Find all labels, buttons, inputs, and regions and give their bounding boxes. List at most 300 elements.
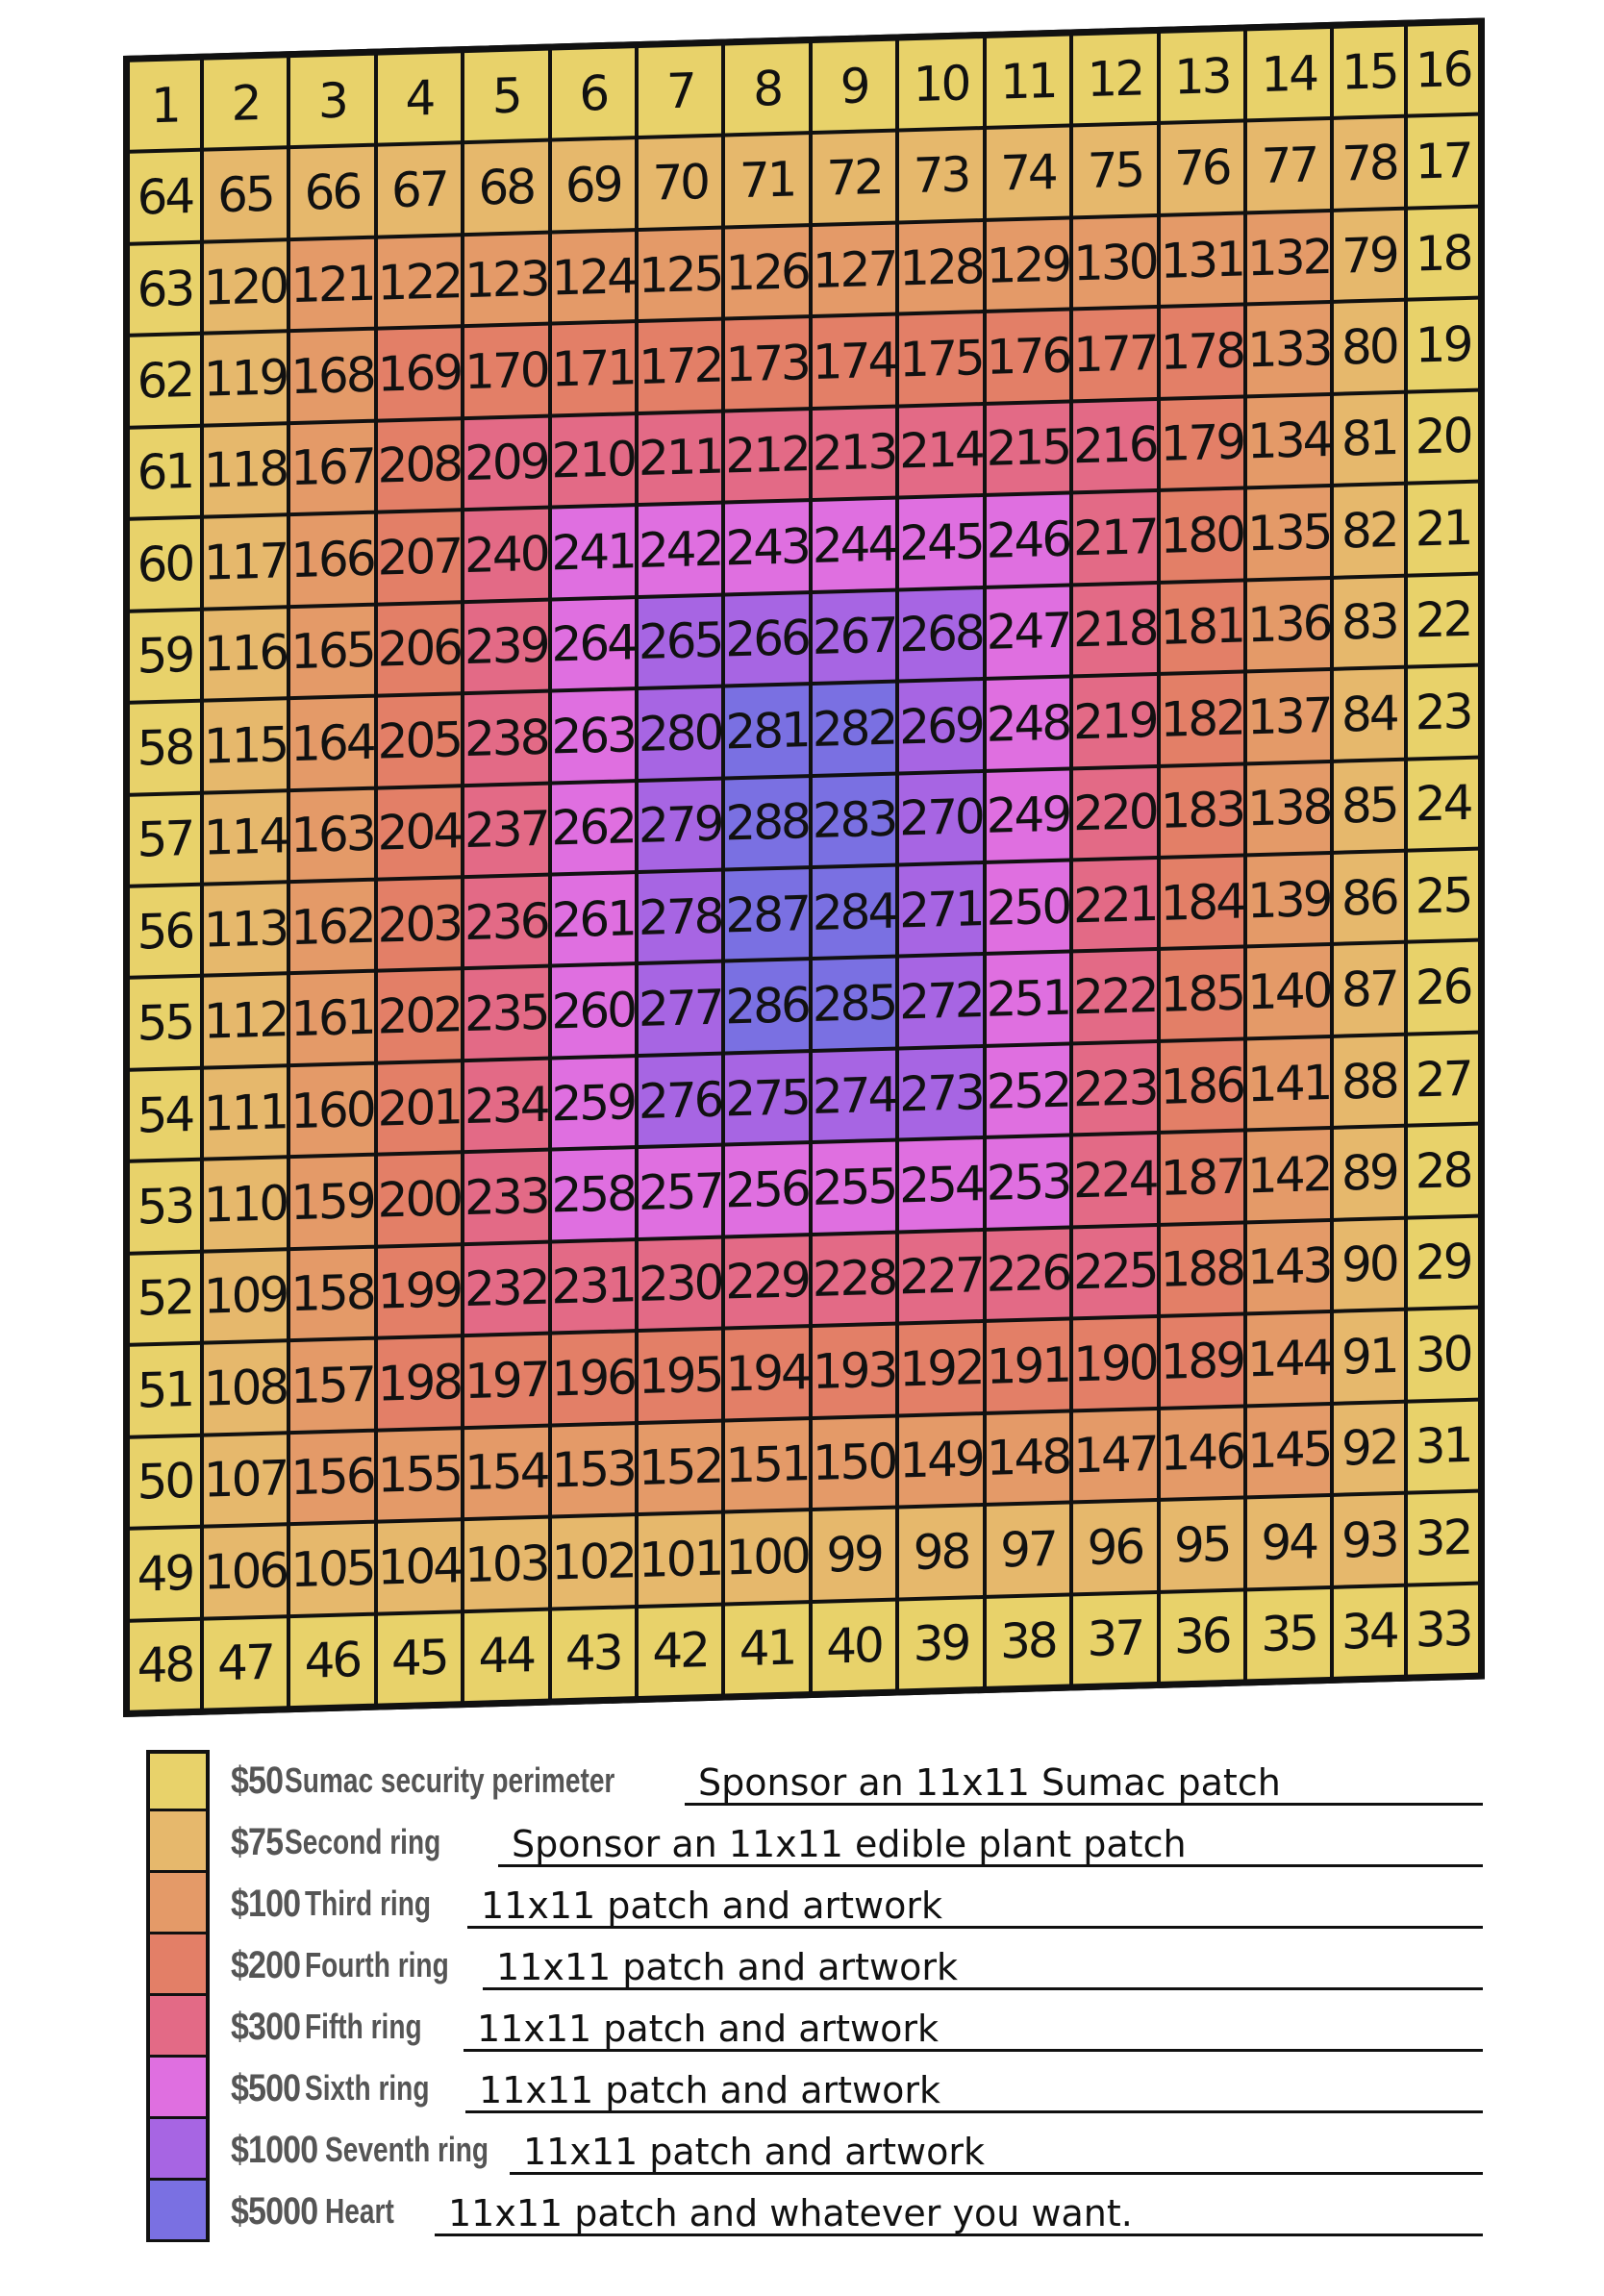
grid-cell: 79 [1334,211,1404,300]
grid-cell: 175 [899,313,982,404]
grid-cell: 103 [464,1519,547,1610]
grid-cell: 52 [130,1254,200,1343]
grid-cell: 55 [130,978,200,1067]
grid-cell: 39 [899,1599,982,1689]
grid-cell: 248 [987,679,1069,769]
grid-cell: 26 [1408,942,1478,1032]
grid-cell: 85 [1334,761,1404,850]
grid-cell: 113 [204,884,287,974]
grid-cell: 261 [552,874,635,964]
grid-cell: 75 [1073,125,1156,215]
grid-cell: 165 [290,606,373,696]
grid-cell: 50 [130,1436,200,1526]
grid-cell: 117 [204,516,287,607]
grid-cell: 139 [1247,855,1330,945]
grid-cell: 83 [1334,577,1404,666]
grid-cell: 51 [130,1345,200,1435]
grid-cell: 149 [899,1415,982,1506]
grid-cell: 210 [552,415,635,506]
grid-cell: 274 [813,1050,895,1140]
grid-cell: 49 [130,1529,200,1618]
grid-cell: 74 [987,128,1069,218]
grid-cell: 288 [725,778,808,868]
grid-cell: 166 [290,514,373,605]
grid-cell: 260 [552,966,635,1057]
grid-cell: 115 [204,700,287,790]
grid-cell: 147 [1073,1410,1156,1501]
grid-cell: 193 [813,1326,895,1416]
grid-cell: 183 [1161,765,1243,856]
grid-cell: 111 [204,1067,287,1158]
grid-cell: 196 [552,1333,635,1423]
grid-cell: 5 [464,51,547,141]
grid-cell: 157 [290,1340,373,1431]
grid-cell: 259 [552,1058,635,1148]
grid-cell: 181 [1161,582,1243,672]
legend-name: Seventh ring [325,2130,489,2169]
grid-cell: 153 [552,1425,635,1515]
grid-cell: 223 [1073,1043,1156,1134]
grid-cell: 163 [290,789,373,880]
grid-cell: 31 [1408,1401,1478,1490]
grid-cell: 231 [552,1241,635,1332]
grid-cell: 202 [378,971,461,1061]
legend-price: $500 [231,2066,301,2109]
grid-cell: 101 [639,1514,721,1605]
grid-cell: 233 [464,1152,547,1242]
grid-cell: 90 [1334,1220,1404,1310]
grid-cell: 188 [1161,1224,1243,1314]
grid-cell: 19 [1408,300,1478,389]
grid-cell: 42 [639,1606,721,1696]
grid-cell: 168 [290,331,373,421]
grid-cell: 57 [130,794,200,884]
grid-cell: 145 [1247,1406,1330,1496]
grid-cell: 229 [725,1236,808,1327]
grid-cell: 72 [813,133,895,223]
grid-cell: 73 [899,130,982,220]
grid-cell: 213 [813,408,895,498]
grid-cell: 100 [725,1511,808,1602]
grid-cell: 28 [1408,1126,1478,1215]
legend-note: Sponsor an 11x11 Sumac patch [685,1764,1483,1806]
grid-cell: 148 [987,1412,1069,1503]
grid-cell: 123 [464,235,547,325]
legend-row-ring3 [146,1873,1483,1934]
grid-cell: 34 [1334,1586,1404,1676]
legend-row-ring5 [146,1996,1483,2058]
grid-cell: 256 [725,1144,808,1235]
legend-price: $50 [231,1759,284,1802]
grid-cell: 105 [290,1524,373,1614]
grid-cell: 177 [1073,309,1156,399]
grid-cell: 56 [130,886,200,976]
grid-cell: 131 [1161,214,1243,305]
grid-cell: 77 [1247,120,1330,211]
grid-cell: 218 [1073,585,1156,675]
grid-cell: 270 [899,773,982,863]
legend-row-ring2 [146,1811,1483,1873]
legend-swatch [146,2058,210,2119]
grid-cell: 94 [1247,1497,1330,1587]
legend-price: $300 [231,2005,301,2048]
grid-cell: 280 [639,688,721,779]
grid-cell: 182 [1161,674,1243,764]
grid-cell: 235 [464,968,547,1059]
grid-cell: 69 [552,140,635,231]
grid-cell: 170 [464,326,547,416]
grid-cell: 249 [987,770,1069,861]
grid-cell: 258 [552,1149,635,1239]
grid-cell: 98 [899,1507,982,1597]
legend-row-ring7 [146,2119,1483,2181]
legend-name: Fourth ring [304,1945,449,1984]
grid-cell: 189 [1161,1316,1243,1407]
legend-note: 11x11 patch and artwork [465,2072,1483,2113]
grid-cell: 221 [1073,860,1156,950]
plot-grid [123,17,1485,1717]
grid-cell: 35 [1247,1588,1330,1679]
grid-cell: 142 [1247,1130,1330,1220]
grid-cell: 3 [290,56,373,146]
grid-cell: 78 [1334,118,1404,208]
legend-row-ring1 [146,1750,1483,1811]
grid-cell: 197 [464,1335,547,1426]
grid-cell: 272 [899,956,982,1046]
legend-swatch [146,1811,210,1873]
grid-cell: 190 [1073,1318,1156,1409]
grid-cell: 63 [130,244,200,334]
grid-cell: 242 [639,505,721,595]
grid-cell: 76 [1161,123,1243,213]
grid-cell: 230 [639,1238,721,1329]
grid-cell: 243 [725,502,808,592]
grid-cell: 70 [639,137,721,228]
grid-cell: 204 [378,787,461,878]
grid-cell: 187 [1161,1133,1243,1223]
grid-cell: 125 [639,229,721,319]
grid-cell: 173 [725,318,808,409]
legend-row-heart [146,2181,1483,2242]
grid-cell: 13 [1161,31,1243,121]
grid-cell: 250 [987,861,1069,952]
grid-cell: 93 [1334,1495,1404,1585]
grid-cell: 160 [290,1065,373,1156]
grid-cell: 244 [813,500,895,590]
grid-cell: 14 [1247,29,1330,119]
grid-cell: 268 [899,589,982,680]
grid-cell: 4 [378,53,461,143]
grid-cell: 61 [130,428,200,517]
grid-cell: 58 [130,703,200,792]
grid-cell: 158 [290,1248,373,1338]
grid-cell: 87 [1334,944,1404,1034]
grid-cell: 27 [1408,1035,1478,1124]
grid-cell: 40 [813,1601,895,1691]
grid-cell: 161 [290,973,373,1063]
grid-cell: 132 [1247,212,1330,303]
grid-cell: 130 [1073,217,1156,308]
grid-cell: 110 [204,1160,287,1250]
grid-cell: 238 [464,693,547,784]
legend-price: $1000 [231,2128,318,2171]
grid-cell: 48 [130,1620,200,1710]
grid-cell: 18 [1408,209,1478,298]
grid-cell: 53 [130,1161,200,1251]
grid-cell: 24 [1408,759,1478,848]
legend-swatch [146,1873,210,1934]
grid-cell: 228 [813,1234,895,1324]
grid-cell: 124 [552,232,635,322]
grid-cell: 225 [1073,1227,1156,1317]
legend-note: 11x11 patch and artwork [483,1949,1483,1990]
grid-cell: 89 [1334,1128,1404,1217]
legend-note: 11x11 patch and whatever you want. [435,2195,1483,2236]
grid-cell: 59 [130,611,200,700]
grid-cell: 91 [1334,1311,1404,1401]
grid-cell: 209 [464,417,547,508]
legend-name: Third ring [304,1884,432,1923]
grid-cell: 17 [1408,116,1478,206]
grid-cell: 262 [552,783,635,873]
grid-cell: 141 [1247,1038,1330,1129]
grid-cell: 82 [1334,486,1404,575]
grid-cell: 7 [639,46,721,137]
grid-cell: 9 [813,41,895,132]
grid-cell: 199 [378,1246,461,1336]
grid-cell: 185 [1161,949,1243,1039]
grid-cell: 140 [1247,946,1330,1036]
grid-cell: 97 [987,1505,1069,1595]
grid-cell: 203 [378,879,461,969]
grid-cell: 119 [204,334,287,424]
grid-cell: 171 [552,323,635,413]
grid-cell: 169 [378,329,461,419]
grid-cell: 1 [130,61,200,150]
grid-cell: 286 [725,961,808,1052]
grid-cell: 10 [899,38,982,129]
grid-cell: 20 [1408,391,1478,481]
grid-cell: 211 [639,412,721,503]
grid-cell: 16 [1408,25,1478,114]
grid-cell: 30 [1408,1310,1478,1399]
grid-cell: 66 [290,147,373,237]
legend-note: 11x11 patch and artwork [464,2010,1483,2052]
legend-note: Sponsor an 11x11 edible plant patch [498,1826,1483,1867]
grid-cell: 240 [464,510,547,600]
grid-cell: 253 [987,1137,1069,1228]
legend-name: Fifth ring [304,2007,422,2046]
grid-cell: 6 [552,48,635,138]
grid-cell: 198 [378,1337,461,1428]
grid-cell: 38 [987,1596,1069,1686]
grid-cell: 282 [813,684,895,774]
grid-cell: 155 [378,1430,461,1520]
grid-cell: 208 [378,420,461,511]
grid-cell: 271 [899,864,982,955]
grid-cell: 15 [1334,27,1404,116]
grid-cell: 167 [290,422,373,512]
grid-cell: 146 [1161,1408,1243,1498]
legend-name: Sixth ring [304,2068,430,2108]
legend-swatch [146,1996,210,2058]
grid-cell: 84 [1334,669,1404,759]
grid-cell: 109 [204,1251,287,1341]
grid-cell: 22 [1408,575,1478,664]
grid-cell: 156 [290,1432,373,1522]
grid-cell: 137 [1247,671,1330,761]
grid-cell: 138 [1247,762,1330,853]
grid-cell: 11 [987,37,1069,127]
legend-price: $5000 [231,2189,318,2233]
grid-cell: 174 [813,316,895,407]
legend-row-ring6 [146,2058,1483,2119]
grid-cell: 278 [639,872,721,962]
legend-price: $200 [231,1943,301,1986]
grid-cell: 246 [987,495,1069,586]
grid-cell: 99 [813,1510,895,1600]
grid-cell: 285 [813,959,895,1049]
grid-cell: 134 [1247,396,1330,487]
grid-cell: 102 [552,1516,635,1607]
grid-cell: 104 [378,1521,461,1611]
grid-cell: 32 [1408,1493,1478,1583]
legend-name: Sumac security perimeter [284,1760,615,1800]
legend-price: $75 [231,1820,284,1863]
grid-cell: 277 [639,963,721,1054]
grid-cell: 60 [130,519,200,609]
grid-cell: 12 [1073,34,1156,124]
grid-cell: 68 [464,142,547,233]
grid-cell: 152 [639,1422,721,1512]
grid-cell: 126 [725,227,808,317]
grid-cell: 241 [552,507,635,597]
grid-cell: 192 [899,1323,982,1413]
grid-cell: 224 [1073,1135,1156,1225]
grid-cell: 215 [987,403,1069,493]
grid-cell: 88 [1334,1036,1404,1126]
grid-cell: 195 [639,1331,721,1421]
grid-cell: 275 [725,1053,808,1143]
grid-cell: 133 [1247,304,1330,394]
grid-cell: 23 [1408,667,1478,757]
grid-cell: 284 [813,867,895,958]
legend-note: 11x11 patch and artwork [467,1887,1483,1929]
grid-cell: 92 [1334,1403,1404,1492]
grid-cell: 159 [290,1157,373,1247]
grid-cell: 154 [464,1427,547,1517]
grid-cell: 281 [725,686,808,776]
grid-cell: 96 [1073,1502,1156,1592]
grid-cell: 144 [1247,1313,1330,1404]
grid-cell: 227 [899,1232,982,1322]
grid-cell: 191 [987,1321,1069,1411]
grid-cell: 164 [290,698,373,788]
grid-cell: 237 [464,785,547,875]
legend-name: Second ring [284,1822,441,1861]
grid-cell: 46 [290,1615,373,1706]
grid-cell: 265 [639,596,721,686]
grid-cell: 267 [813,591,895,682]
legend-row-ring4 [146,1934,1483,1996]
grid-cell: 236 [464,877,547,967]
grid-cell: 118 [204,425,287,515]
grid-cell: 25 [1408,851,1478,940]
grid-cell: 214 [899,406,982,496]
grid-cell: 62 [130,336,200,425]
grid-cell: 205 [378,695,461,786]
grid-cell: 8 [725,43,808,134]
grid-cell: 263 [552,690,635,781]
grid-cell: 143 [1247,1222,1330,1312]
grid-cell: 71 [725,136,808,226]
grid-cell: 178 [1161,307,1243,397]
grid-cell: 283 [813,775,895,865]
grid-cell: 112 [204,976,287,1066]
grid-cell: 217 [1073,492,1156,583]
grid-cell: 106 [204,1526,287,1616]
legend-price: $100 [231,1882,301,1925]
grid-cell: 121 [290,239,373,330]
grid-cell: 251 [987,954,1069,1044]
legend [146,1750,1483,2242]
grid-cell: 254 [899,1139,982,1230]
grid-cell: 114 [204,792,287,883]
legend-swatch [146,2181,210,2242]
grid-cell: 220 [1073,768,1156,859]
grid-cell: 29 [1408,1217,1478,1307]
grid-cell: 276 [639,1055,721,1145]
grid-cell: 120 [204,241,287,332]
grid-cell: 200 [378,1155,461,1245]
grid-cell: 44 [464,1610,547,1701]
grid-cell: 37 [1073,1594,1156,1685]
legend-swatch [146,2119,210,2181]
legend-swatch [146,1934,210,1996]
grid-cell: 136 [1247,580,1330,670]
grid-cell: 226 [987,1229,1069,1319]
grid-cell: 234 [464,1061,547,1151]
grid-cell: 176 [987,312,1069,402]
grid-cell: 212 [725,411,808,501]
grid-cell: 216 [1073,401,1156,491]
grid-cell: 255 [813,1142,895,1233]
grid-cell: 41 [725,1604,808,1694]
grid-cell: 86 [1334,853,1404,942]
legend-swatch [146,1750,210,1811]
grid-cell: 64 [130,152,200,241]
grid-cell: 127 [813,224,895,314]
grid-cell: 247 [987,586,1069,677]
grid-cell: 257 [639,1147,721,1237]
grid-cell: 184 [1161,857,1243,947]
grid-cell: 279 [639,780,721,870]
grid-cell: 129 [987,219,1069,310]
grid-cell: 239 [464,601,547,691]
legend-name: Heart [325,2191,395,2231]
grid-cell: 33 [1408,1585,1478,1674]
grid-cell: 122 [378,237,461,327]
grid-cell: 219 [1073,676,1156,766]
grid-cell: 287 [725,869,808,960]
grid-cell: 54 [130,1070,200,1160]
grid-cell: 36 [1161,1591,1243,1682]
grid-cell: 43 [552,1609,635,1699]
grid-cell: 201 [378,1062,461,1153]
grid-cell: 206 [378,604,461,694]
grid-cell: 264 [552,599,635,689]
grid-cell: 172 [639,321,721,412]
